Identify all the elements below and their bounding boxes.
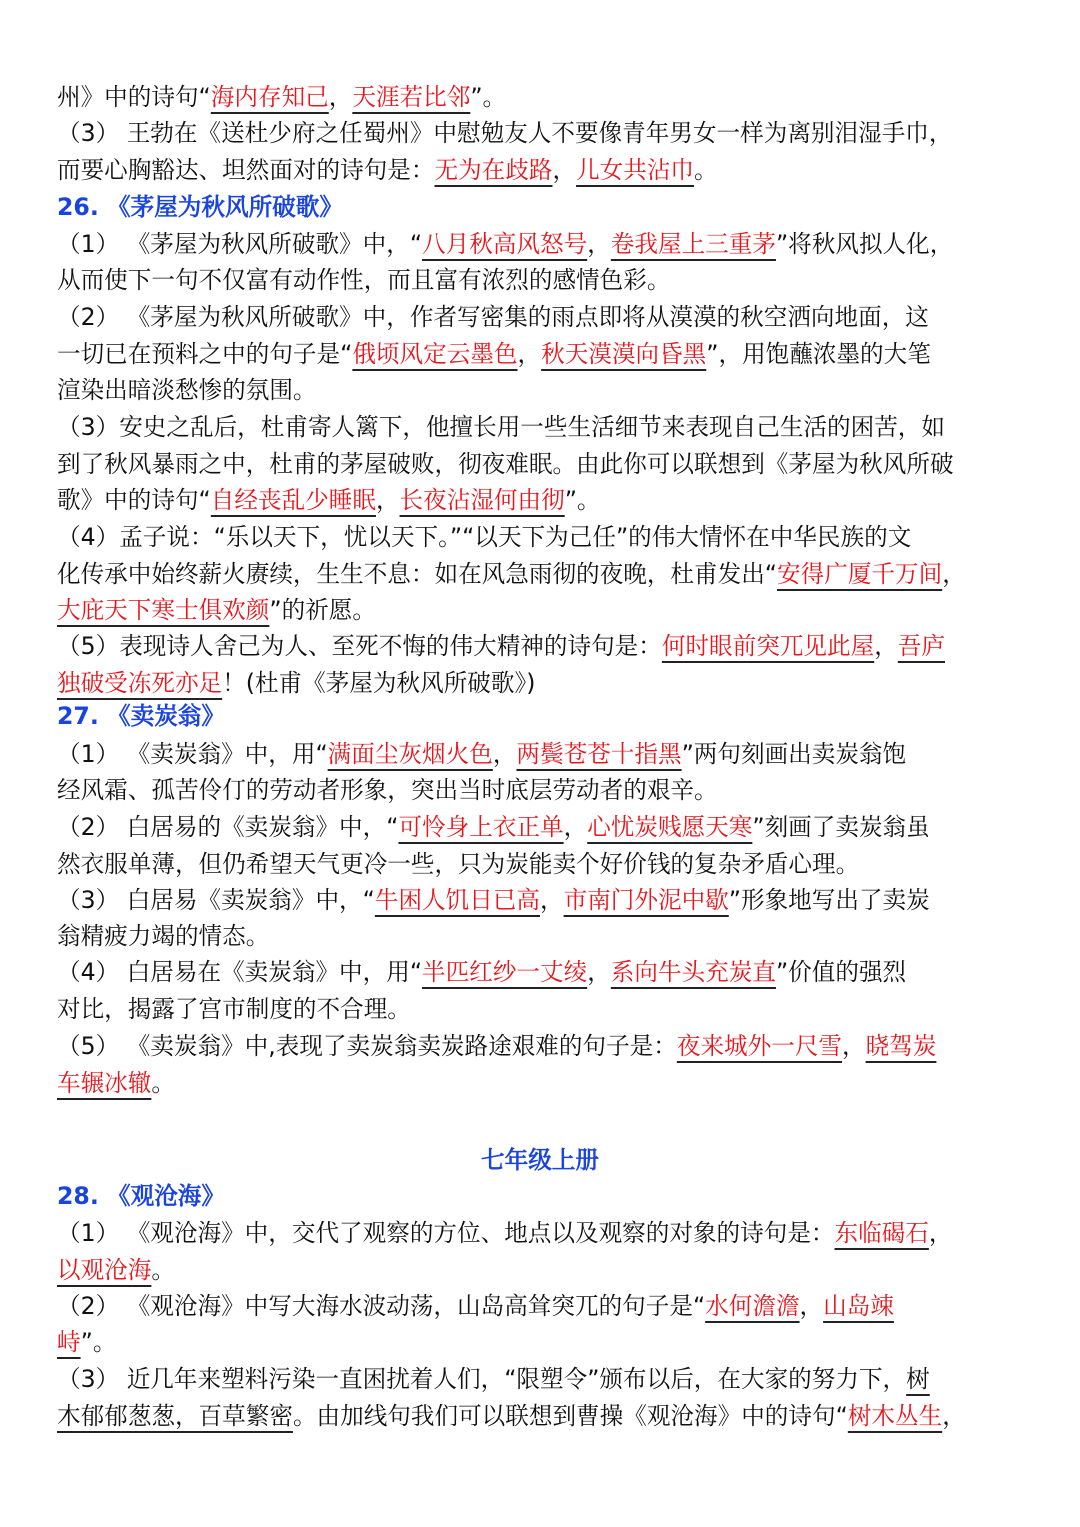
text-line: [57, 446, 954, 482]
plain-text: 然衣服单薄，但仍希望天气更冷一些，只为炭能卖个好价钱的复杂矛盾心理。: [57, 850, 860, 878]
answer-text: 儿女共沾巾: [576, 156, 695, 184]
text-line: [57, 152, 718, 188]
text-line: [57, 1065, 175, 1101]
text-line: [57, 482, 601, 518]
answer-text: 天涯若比邻: [352, 83, 471, 111]
answer-text: 吾庐: [897, 632, 945, 660]
plain-text: ，: [587, 230, 611, 258]
answer-text: 无为在歧路: [434, 156, 553, 184]
text-line: [57, 336, 931, 372]
plain-text: ，: [942, 560, 966, 588]
plain-text: ”。: [470, 83, 507, 111]
answer-text: 安得广厦千万间: [777, 560, 943, 588]
plain-text: （3）安史之乱后，杜甫寄人篱下，他擅长用一些生活细节来表现自己生活的困苦，如: [57, 413, 945, 441]
plain-text: （2） 《茅屋为秋风所破歌》中，作者写密集的雨点即将从漠漠的秋空洒向地面，这: [57, 303, 929, 331]
plain-text: 而要心胸豁达、坦然面对的诗句是：: [57, 156, 435, 184]
text-line: [57, 918, 269, 954]
answer-text: 晓驾炭: [865, 1032, 937, 1060]
plain-text: 。: [151, 1256, 175, 1284]
plain-text: ”价值的强烈: [775, 958, 907, 986]
plain-text: 26. 《茅屋为秋风所破歌》: [57, 193, 343, 221]
plain-text: （3） 近几年来塑料污染一直困扰着人们，“限塑令”颁布以后，在大家的努力下，: [57, 1365, 907, 1393]
plain-text: （2） 白居易的《卖炭翁》中，“: [57, 813, 399, 841]
plain-text: ，: [540, 886, 564, 914]
answer-text: 满面尘灰烟火色: [327, 740, 493, 768]
text-line: [57, 592, 376, 628]
plain-text: 州》中的诗句“: [57, 83, 211, 111]
plain-text: 。: [151, 1069, 175, 1097]
text-line: [57, 299, 929, 335]
plain-text: 七年级上册: [481, 1146, 599, 1174]
plain-text: 到了秋风暴雨之中，杜甫的茅屋破败，彻夜难眠。由此你可以联想到《茅屋为秋风所破: [57, 450, 954, 478]
answer-text: 夜来城外一尺雪: [676, 1032, 843, 1060]
text-line: [57, 79, 506, 115]
plain-text: （3） 白居易《卖炭翁》中，“: [57, 886, 375, 914]
answer-text: 以观沧海: [57, 1256, 152, 1284]
plain-text: ，: [842, 1032, 866, 1060]
plain-text: ”两句刻画出卖炭翁饱: [681, 740, 907, 768]
text-line: [57, 1361, 930, 1397]
text-line: [57, 1028, 936, 1064]
plain-text: 翁精疲力竭的情态。: [57, 922, 270, 950]
text-line: [57, 115, 952, 151]
answer-text: 树木丛生: [847, 1402, 943, 1430]
text-line: [57, 1398, 966, 1434]
text-line: [57, 665, 535, 701]
plain-text: ”将秋风拟人化，: [775, 230, 954, 258]
answer-text: 海内存知己: [210, 83, 329, 111]
section-heading: [57, 698, 225, 734]
text-line: [57, 809, 930, 845]
plain-text: ，: [328, 83, 353, 111]
plain-text: （4）孟子说：“乐以天下，忧以天下。”“以天下为己任”的伟大情怀在中华民族的文: [57, 523, 912, 551]
plain-text: ，: [375, 486, 400, 514]
answer-text: 牛困人饥日已高: [374, 886, 541, 914]
plain-text: 化传承中始终薪火赓续，生生不息：如在风急雨彻的夜晚，杜甫发出“: [57, 560, 778, 588]
text-line: [57, 1324, 116, 1360]
answer-text: 市南门外泥中歇: [563, 886, 729, 914]
answer-text: 心忧炭贱愿天寒: [587, 813, 753, 841]
plain-text: ”。: [564, 486, 601, 514]
plain-text: 渲染出暗淡愁惨的氛围。: [57, 376, 317, 404]
answer-text: 长夜沾湿何由彻: [399, 486, 565, 514]
answer-text: 两鬓苍苍十指黑: [516, 740, 682, 768]
text-line: [57, 991, 411, 1027]
plain-text: （1） 《观沧海》中，交代了观察的方位、地点以及观察的对象的诗句是：: [57, 1219, 835, 1247]
plain-text: （5）表现诗人舍己为人、至死不悔的伟大精神的诗句是：: [57, 632, 662, 660]
answer-text: 大庇天下寒士俱欢颜: [57, 596, 270, 624]
answer-text: 秋天漠漠向昏黑: [541, 340, 707, 368]
text-line: [57, 372, 317, 408]
answer-text: 俄顷风定云墨色: [352, 340, 518, 368]
plain-text: 27. 《卖炭翁》: [57, 702, 225, 730]
plain-text: ，: [942, 1402, 966, 1430]
text-line: [57, 882, 930, 918]
answer-text: 峙: [57, 1328, 81, 1356]
plain-text: 对比，揭露了宫市制度的不合理。: [57, 995, 411, 1023]
text-line: [57, 556, 966, 592]
plain-text: （3） 王勃在《送杜少府之任蜀州》中慰勉友人不要像青年男女一样为离别泪湿手巾，: [57, 119, 953, 147]
plain-text: 从而使下一句不仅富有动作性，而且富有浓烈的感情色彩。: [57, 266, 671, 294]
answer-text: 八月秋高风怒号: [422, 230, 588, 258]
plain-text: ，: [874, 632, 898, 660]
plain-text: 歌》中的诗句“: [57, 486, 211, 514]
plain-text: 一切已在预料之中的句子是“: [57, 340, 353, 368]
answer-text: 半匹红纱一丈绫: [422, 958, 588, 986]
section-heading: [0, 1142, 1080, 1178]
plain-text: ！(杜甫《茅屋为秋风所破歌》): [222, 669, 536, 697]
answer-text: 卷我屋上三重茅: [610, 230, 776, 258]
text-line: [57, 772, 718, 808]
plain-text: ”形象地写出了卖炭: [728, 886, 930, 914]
plain-text: （4） 白居易在《卖炭翁》中，用“: [57, 958, 423, 986]
plain-text: （2） 《观沧海》中写大海水波动荡，山岛高耸突兀的句子是“: [57, 1292, 706, 1320]
text-line: [57, 519, 911, 555]
section-heading: [57, 189, 343, 225]
underlined-text: 木郁郁葱葱，百草繁密: [57, 1402, 293, 1430]
text-line: [57, 954, 906, 990]
plain-text: ，: [517, 340, 542, 368]
text-line: [57, 1252, 175, 1288]
plain-text: 。: [694, 156, 718, 184]
answer-text: 东临碣石: [834, 1219, 929, 1247]
answer-text: 独破受冻死亦足: [57, 669, 223, 697]
text-line: [57, 409, 945, 445]
answer-text: 自经丧乱少睡眠: [210, 486, 376, 514]
text-line: [57, 1215, 952, 1251]
plain-text: ”的祈愿。: [269, 596, 376, 624]
plain-text: 。由加线句我们可以联想到曹操《观沧海》中的诗句“: [292, 1402, 848, 1430]
text-line: [57, 628, 945, 664]
answer-text: 水何澹澹: [705, 1292, 800, 1320]
text-line: [57, 226, 953, 262]
section-heading: [57, 1178, 225, 1214]
plain-text: ”刻画了卖炭翁虽: [752, 813, 930, 841]
plain-text: 经风霜、孤苦伶仃的劳动者形象，突出当时底层劳动者的艰辛。: [57, 776, 718, 804]
plain-text: （1） 《茅屋为秋风所破歌》中，“: [57, 230, 423, 258]
answer-text: 山岛竦: [823, 1292, 894, 1320]
answer-text: 车辗冰辙: [57, 1069, 152, 1097]
underlined-text: 树: [906, 1365, 930, 1393]
plain-text: 28. 《观沧海》: [57, 1182, 225, 1210]
plain-text: ，: [492, 740, 517, 768]
plain-text: ，: [563, 813, 588, 841]
text-line: [57, 736, 906, 772]
answer-text: 可怜身上衣正单: [398, 813, 564, 841]
plain-text: ”。: [80, 1328, 117, 1356]
plain-text: ，: [587, 958, 611, 986]
plain-text: ，: [799, 1292, 824, 1320]
plain-text: （5） 《卖炭翁》中,表现了卖炭翁卖炭路途艰难的句子是：: [57, 1032, 677, 1060]
text-line: [57, 1288, 894, 1324]
plain-text: （1） 《卖炭翁》中，用“: [57, 740, 328, 768]
answer-text: 何时眼前突兀见此屋: [661, 632, 875, 660]
plain-text: ，: [928, 1219, 953, 1247]
text-line: [57, 846, 859, 882]
plain-text: ”，用饱蘸浓墨的大笔: [706, 340, 931, 368]
answer-text: 系向牛头充炭直: [610, 958, 776, 986]
text-line: [57, 262, 670, 298]
plain-text: ，: [552, 156, 577, 184]
